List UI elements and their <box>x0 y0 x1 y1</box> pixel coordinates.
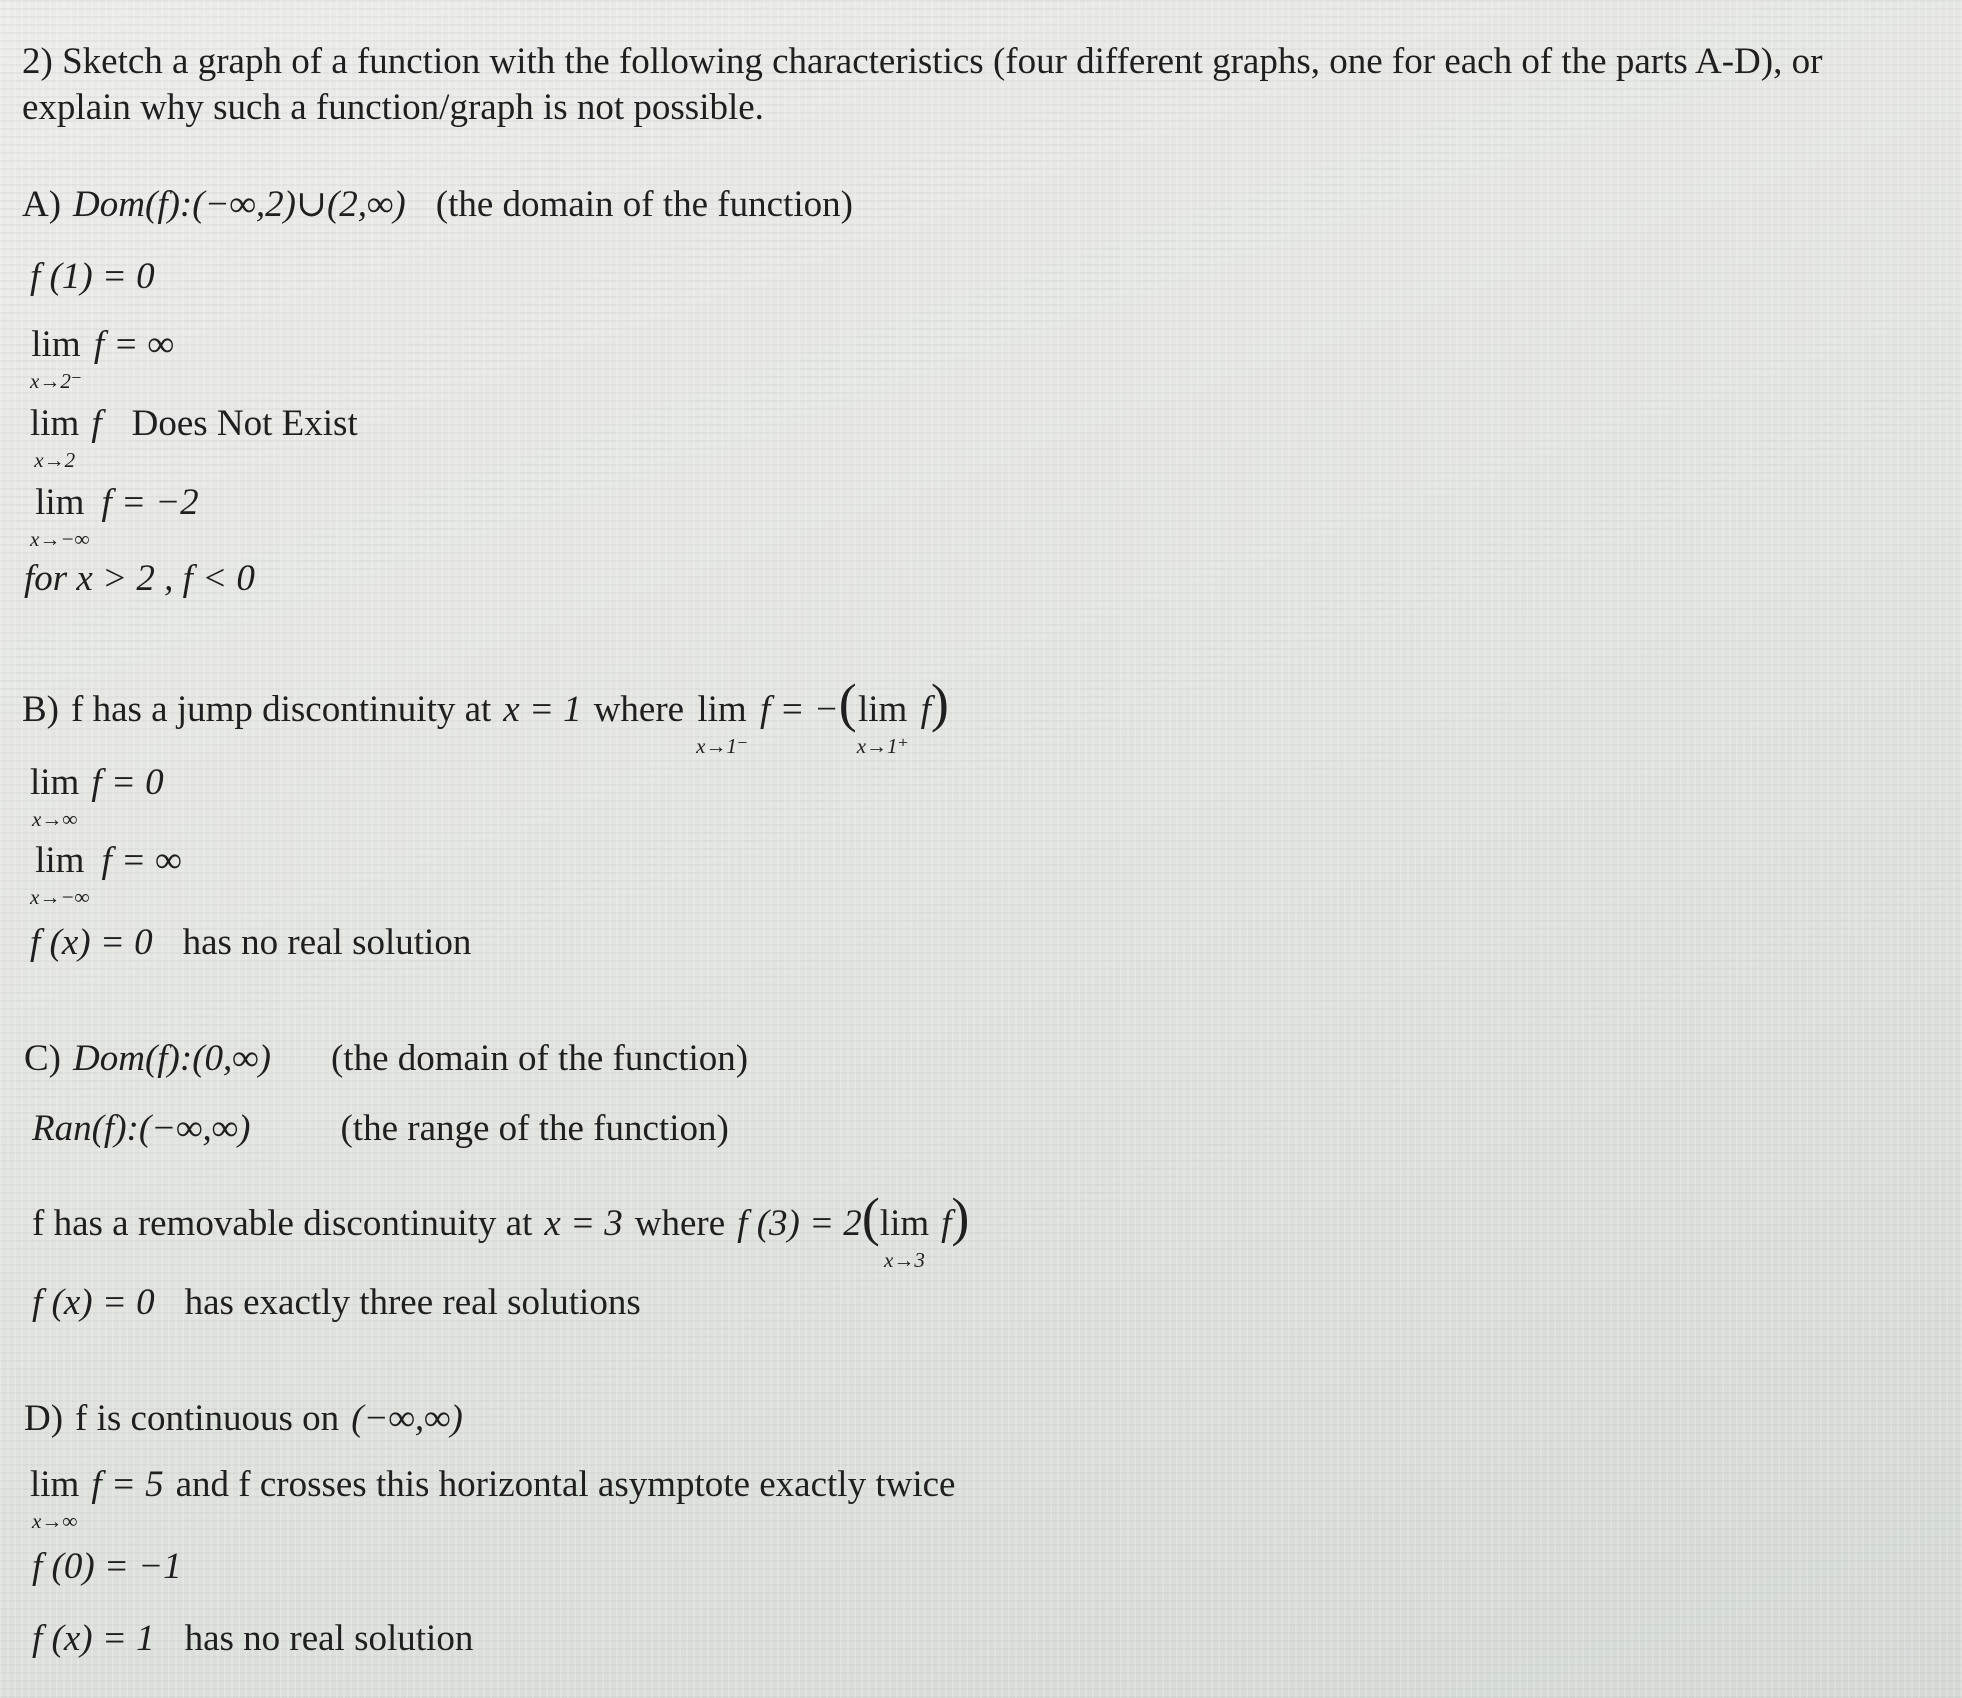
part-d-interval: (−∞,∞) <box>351 1398 463 1439</box>
lim-text: lim <box>30 403 80 444</box>
part-c-dom: Dom <box>73 1038 145 1079</box>
limit-note: Does Not Exist <box>131 403 358 444</box>
lim-text: lim <box>857 689 908 730</box>
lim-subscript: x→∞ <box>32 807 78 831</box>
lim-text: lim <box>30 1464 80 1505</box>
equation: f (x) = 0 <box>32 1282 155 1323</box>
limit-note: and f crosses this horizontal asymptote exactly twice <box>175 1464 956 1505</box>
part-d-text: f is continuous on <box>75 1398 340 1439</box>
part-c-ran-expr: (f):(−∞,∞) <box>91 1108 251 1149</box>
part-d-label: D) <box>24 1398 64 1439</box>
part-a-limit-2 <box>30 405 358 471</box>
part-a-dom: Dom <box>73 184 145 225</box>
part-c-text: f has a removable discontinuity at <box>32 1203 533 1244</box>
part-b-jump <box>22 673 949 758</box>
equation: f (x) = 1 <box>32 1618 155 1659</box>
question-intro-line1: 2) Sketch a graph of a function with the following characteristics (four different graphs, one for each of the parts A-D), or <box>22 41 1823 82</box>
part-d-continuity <box>24 1400 463 1437</box>
part-a-condition: for x > 2 , f < 0 <box>24 558 255 599</box>
equation-note: has exactly three real solutions <box>184 1282 641 1323</box>
lim-subscript: x→3 <box>884 1248 925 1272</box>
limit-rhs: f <box>91 403 102 444</box>
lim-text: lim <box>35 482 85 523</box>
part-b-x: x = 1 <box>503 689 582 730</box>
limit-rhs: f <box>920 689 931 730</box>
part-d-equation <box>32 1620 473 1657</box>
limit-rhs: f = 0 <box>91 762 164 803</box>
lim-subscript: x→−∞ <box>30 885 90 909</box>
limit-rhs: f <box>941 1203 952 1244</box>
limit-rhs: f = ∞ <box>93 324 175 365</box>
lim-subscript: x→1⁻ <box>696 734 748 758</box>
part-c-domain <box>24 1040 748 1077</box>
part-b-equation <box>30 924 471 961</box>
lim-text: lim <box>30 762 80 803</box>
part-b-label: B) <box>22 689 59 730</box>
part-b-limit-2 <box>30 842 182 908</box>
lim-subscript: x→2⁻ <box>30 369 82 393</box>
left-paren: ( <box>838 673 857 733</box>
part-a-limit-1 <box>30 326 174 392</box>
part-a-dom-note: (the domain of the function) <box>435 184 853 225</box>
part-c-equation <box>32 1284 641 1321</box>
equation-note: has no real solution <box>182 922 472 963</box>
part-a-dom-expr: (f):(−∞,2)∪(2,∞) <box>145 184 406 225</box>
part-c-eq-lhs: f (3) = 2 <box>737 1203 862 1244</box>
part-b-mid: f = − <box>759 689 839 730</box>
lim-text: lim <box>35 840 85 881</box>
part-c-dom-note: (the domain of the function) <box>330 1038 749 1079</box>
limit-rhs: f = −2 <box>101 482 199 523</box>
part-c-dom-expr: (f):(0,∞) <box>144 1038 271 1079</box>
part-d-f0: f (0) = −1 <box>32 1546 182 1587</box>
lim-subscript: x→∞ <box>32 1509 78 1533</box>
question-intro-line2: explain why such a function/graph is not possible. <box>22 87 764 128</box>
lim-subscript: x→2 <box>34 448 76 472</box>
part-c-x: x = 3 <box>544 1203 623 1244</box>
part-a-f1: f (1) = 0 <box>30 256 155 297</box>
part-c-ran: Ran <box>32 1108 92 1149</box>
part-c-label: C) <box>24 1038 61 1079</box>
left-paren: ( <box>861 1187 880 1247</box>
right-paren: ) <box>930 673 949 733</box>
part-c-where: where <box>634 1203 726 1244</box>
right-paren: ) <box>951 1187 970 1247</box>
part-b-limit-1 <box>30 764 164 830</box>
part-a-limit-3 <box>30 484 199 550</box>
lim-text: lim <box>879 1203 930 1244</box>
limit-rhs: f = ∞ <box>101 840 182 881</box>
part-b-text: f has a jump discontinuity at <box>71 689 492 730</box>
part-b-where: where <box>593 689 685 730</box>
lim-text: lim <box>697 689 747 730</box>
limit-rhs: f = 5 <box>91 1464 164 1505</box>
lim-subscript: x→−∞ <box>30 527 90 551</box>
lim-subscript: x→1⁺ <box>856 734 909 758</box>
part-c-ran-note: (the range of the function) <box>340 1108 729 1149</box>
part-a-domain <box>22 186 853 223</box>
equation: f (x) = 0 <box>30 922 153 963</box>
part-d-limit <box>30 1466 955 1532</box>
part-a-label: A) <box>22 184 62 225</box>
lim-text: lim <box>31 324 81 365</box>
part-c-range <box>32 1110 729 1147</box>
part-c-removable <box>32 1187 970 1272</box>
equation-note: has no real solution <box>184 1618 474 1659</box>
